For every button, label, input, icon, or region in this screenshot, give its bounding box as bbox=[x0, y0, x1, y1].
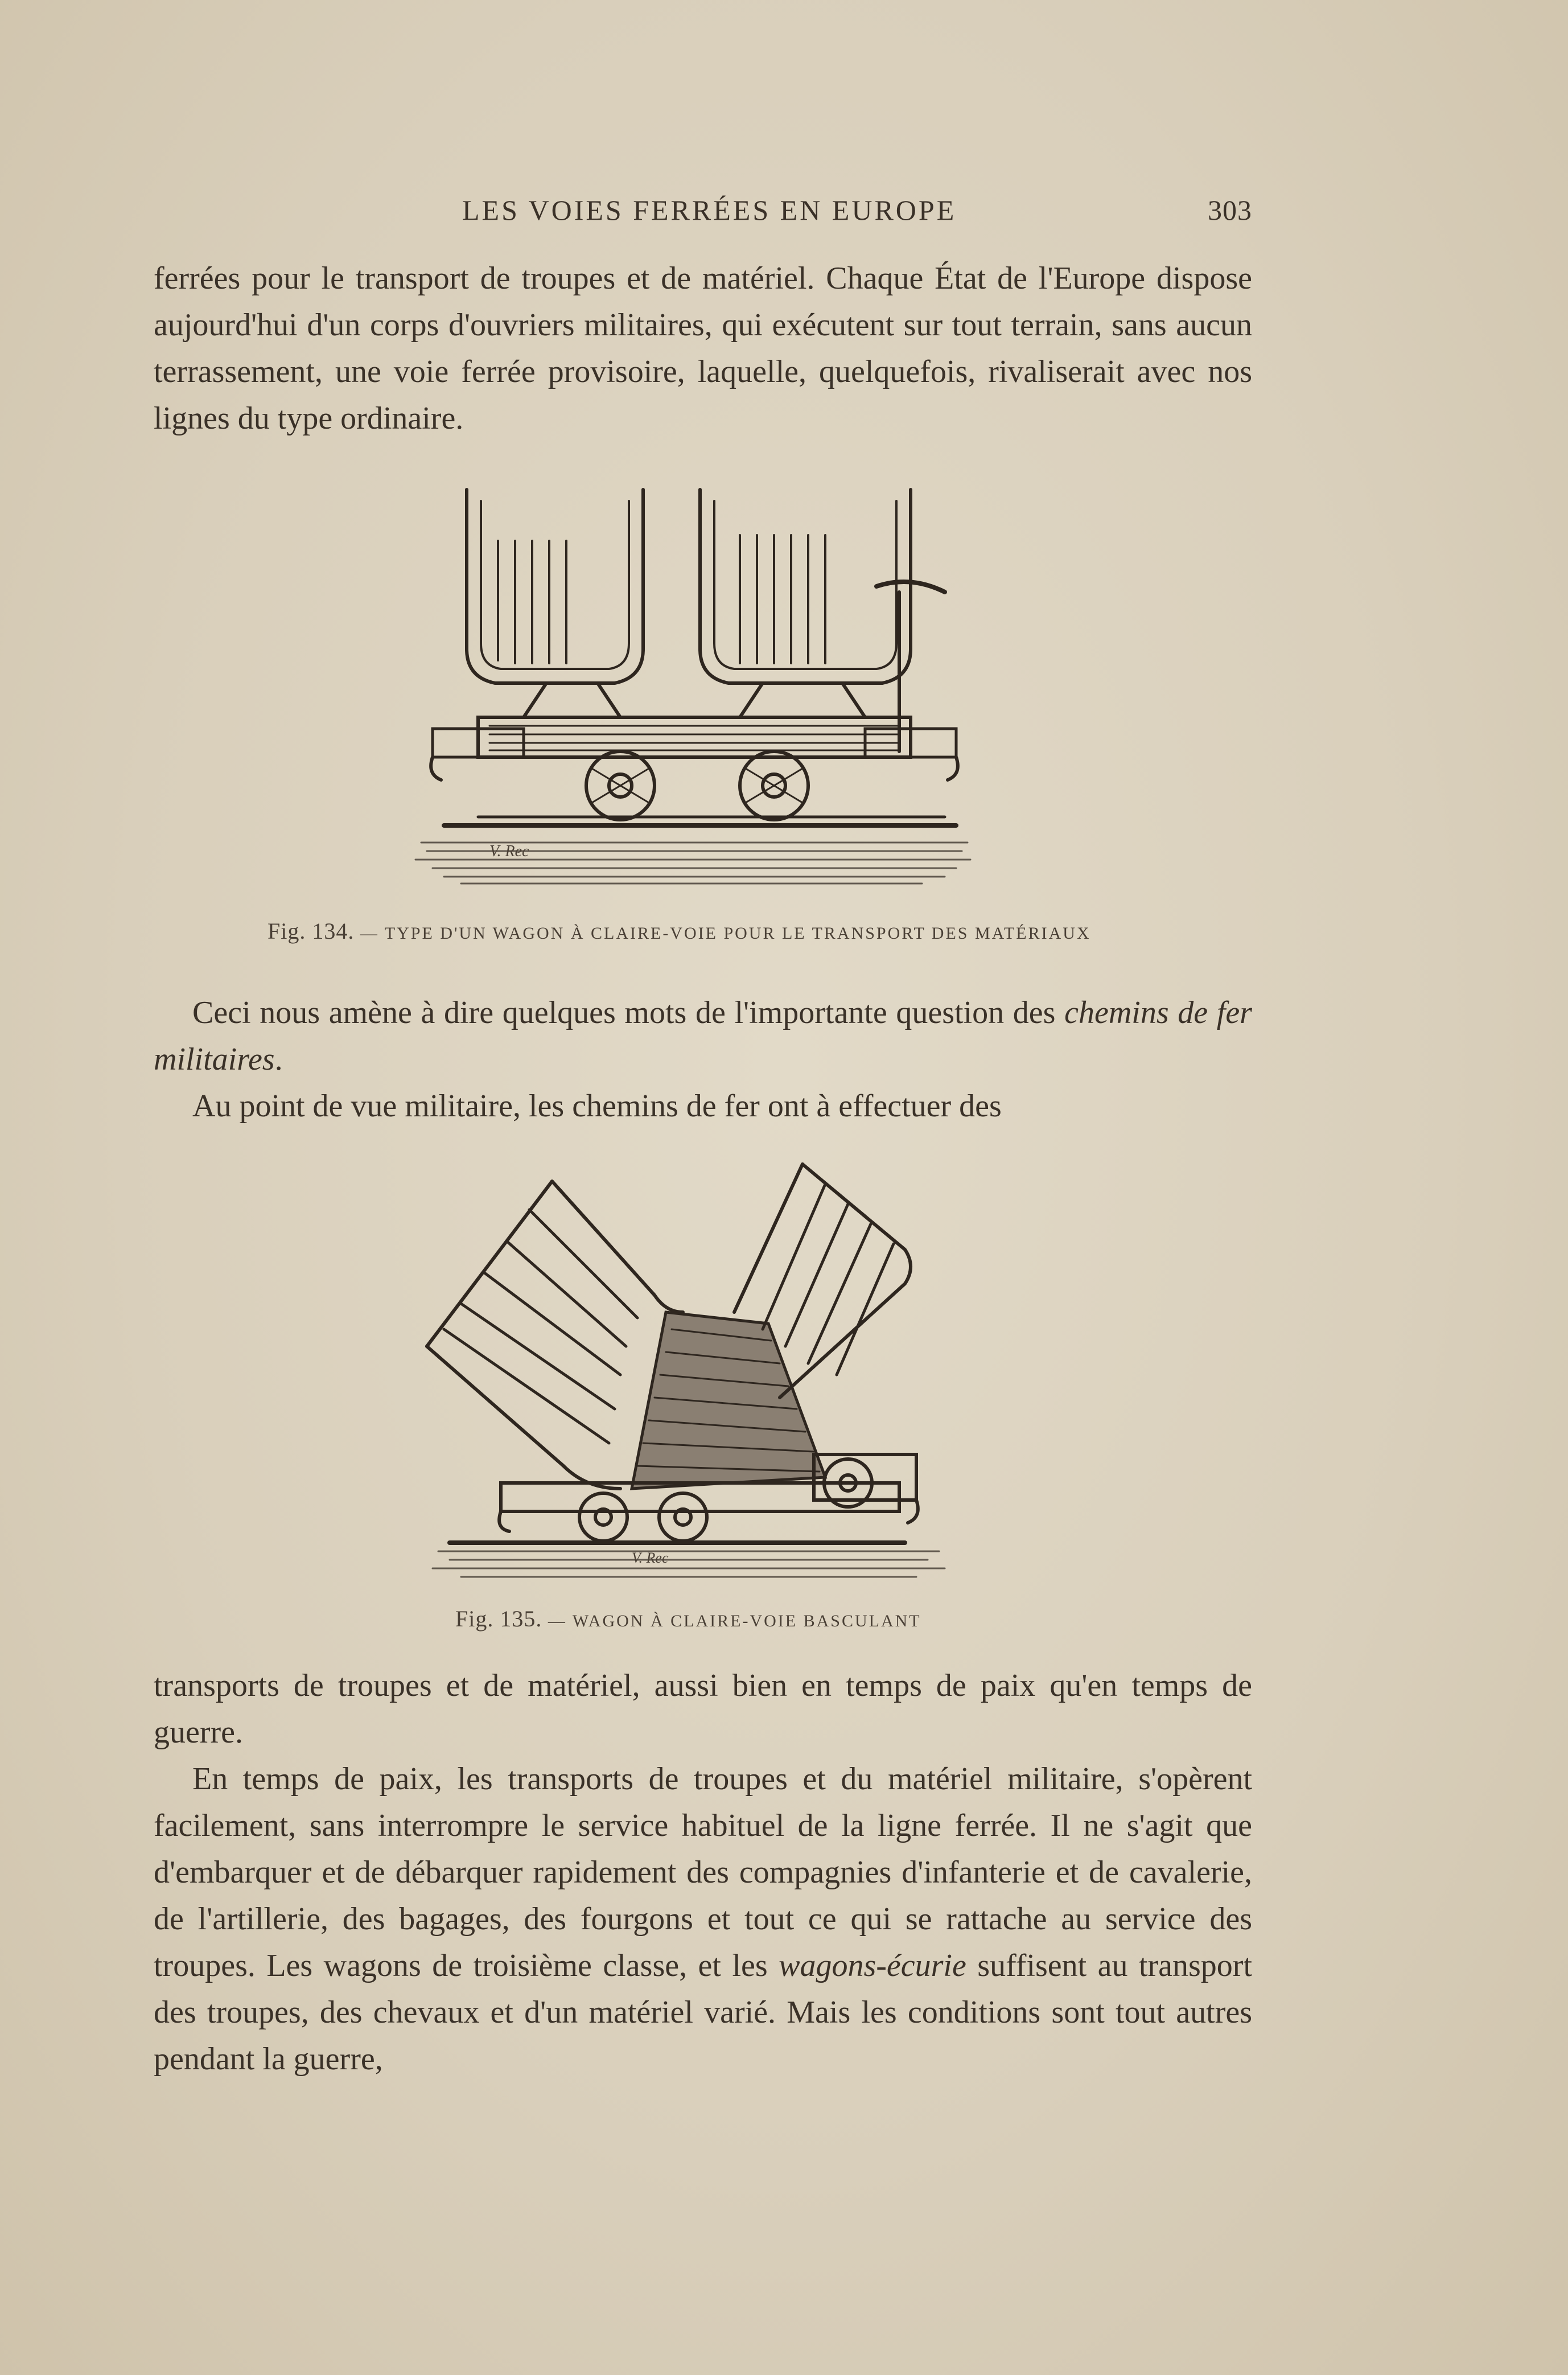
paragraph-2-italic: chemins de fer militaires bbox=[154, 995, 1252, 1077]
paragraph-2-end: . bbox=[274, 1042, 283, 1077]
figure-135-signature: V. Rec bbox=[632, 1550, 669, 1566]
paragraph-1-text: ferrées pour le transport de troupes et de matériel. Chaque État de l'Europe dispose aujourd'hui d'un corps d'ouvriers militaires, qui exécutent sur tout terrain, sans aucun terrassement, une voie ferrée provisoire, laquelle, quelquefois, rivaliserait avec nos lignes du type ordinaire. bbox=[154, 261, 1252, 436]
figure-135-caption bbox=[455, 1605, 921, 1632]
paragraph-2 bbox=[154, 989, 1252, 1083]
figure-134-caption bbox=[267, 918, 1091, 944]
wagon-claire-voie-illustration bbox=[410, 478, 973, 894]
page-number: 303 bbox=[1208, 194, 1252, 226]
figure-135-label: Fig. 135. bbox=[455, 1606, 542, 1632]
paragraph-5-italic: wagons-écurie bbox=[779, 1948, 966, 1983]
running-title: LES VOIES FERRÉES EN EUROPE bbox=[462, 194, 957, 226]
paragraph-1 bbox=[154, 255, 1252, 442]
wagon-basculant-illustration bbox=[415, 1158, 990, 1591]
paragraph-4-text: transports de troupes et de matériel, aussi bien en temps de paix qu'en temps de guerre. bbox=[154, 1668, 1252, 1750]
paragraph-5-end: suffisent au transport des troupes, des chevaux et d'un matériel varié. Mais les conditions sont tout autres pendant la guerre, bbox=[154, 1948, 1253, 2077]
paragraph-2-text: Ceci nous amène à dire quelques mots de l'importante question des bbox=[192, 995, 1065, 1030]
figure-134-signature: V. Rec bbox=[489, 843, 529, 860]
figure-134-label: Fig. 134. bbox=[267, 918, 355, 944]
paragraph-3 bbox=[154, 1083, 1252, 1129]
paragraph-3-text: Au point de vue militaire, les chemins de fer ont à effectuer des bbox=[192, 1088, 1002, 1124]
paragraph-5 bbox=[154, 1756, 1252, 2082]
figure-134-engraving bbox=[410, 478, 973, 894]
figure-135-engraving bbox=[415, 1158, 990, 1591]
figure-135-caption-text: — WAGON À CLAIRE-VOIE BASCULANT bbox=[548, 1612, 921, 1630]
figure-134-caption-text: — TYPE D'UN WAGON À CLAIRE-VOIE POUR LE TRANSPORT DES MATÉRIAUX bbox=[360, 924, 1091, 943]
paragraph-4 bbox=[154, 1662, 1252, 1756]
paragraph-5-text: En temps de paix, les transports de troupes et du matériel militaire, s'opèrent facilement, sans interrompre le service habituel de la ligne ferrée. Il ne s'agit que d'embarquer et de débarquer rapidement des compagnies d'infanterie et de cavalerie, de l'artillerie, des bagages, des fourgons et tout ce qui se rattache au service des troupes. Les wagons de troisième classe, et les bbox=[154, 1761, 1252, 1983]
